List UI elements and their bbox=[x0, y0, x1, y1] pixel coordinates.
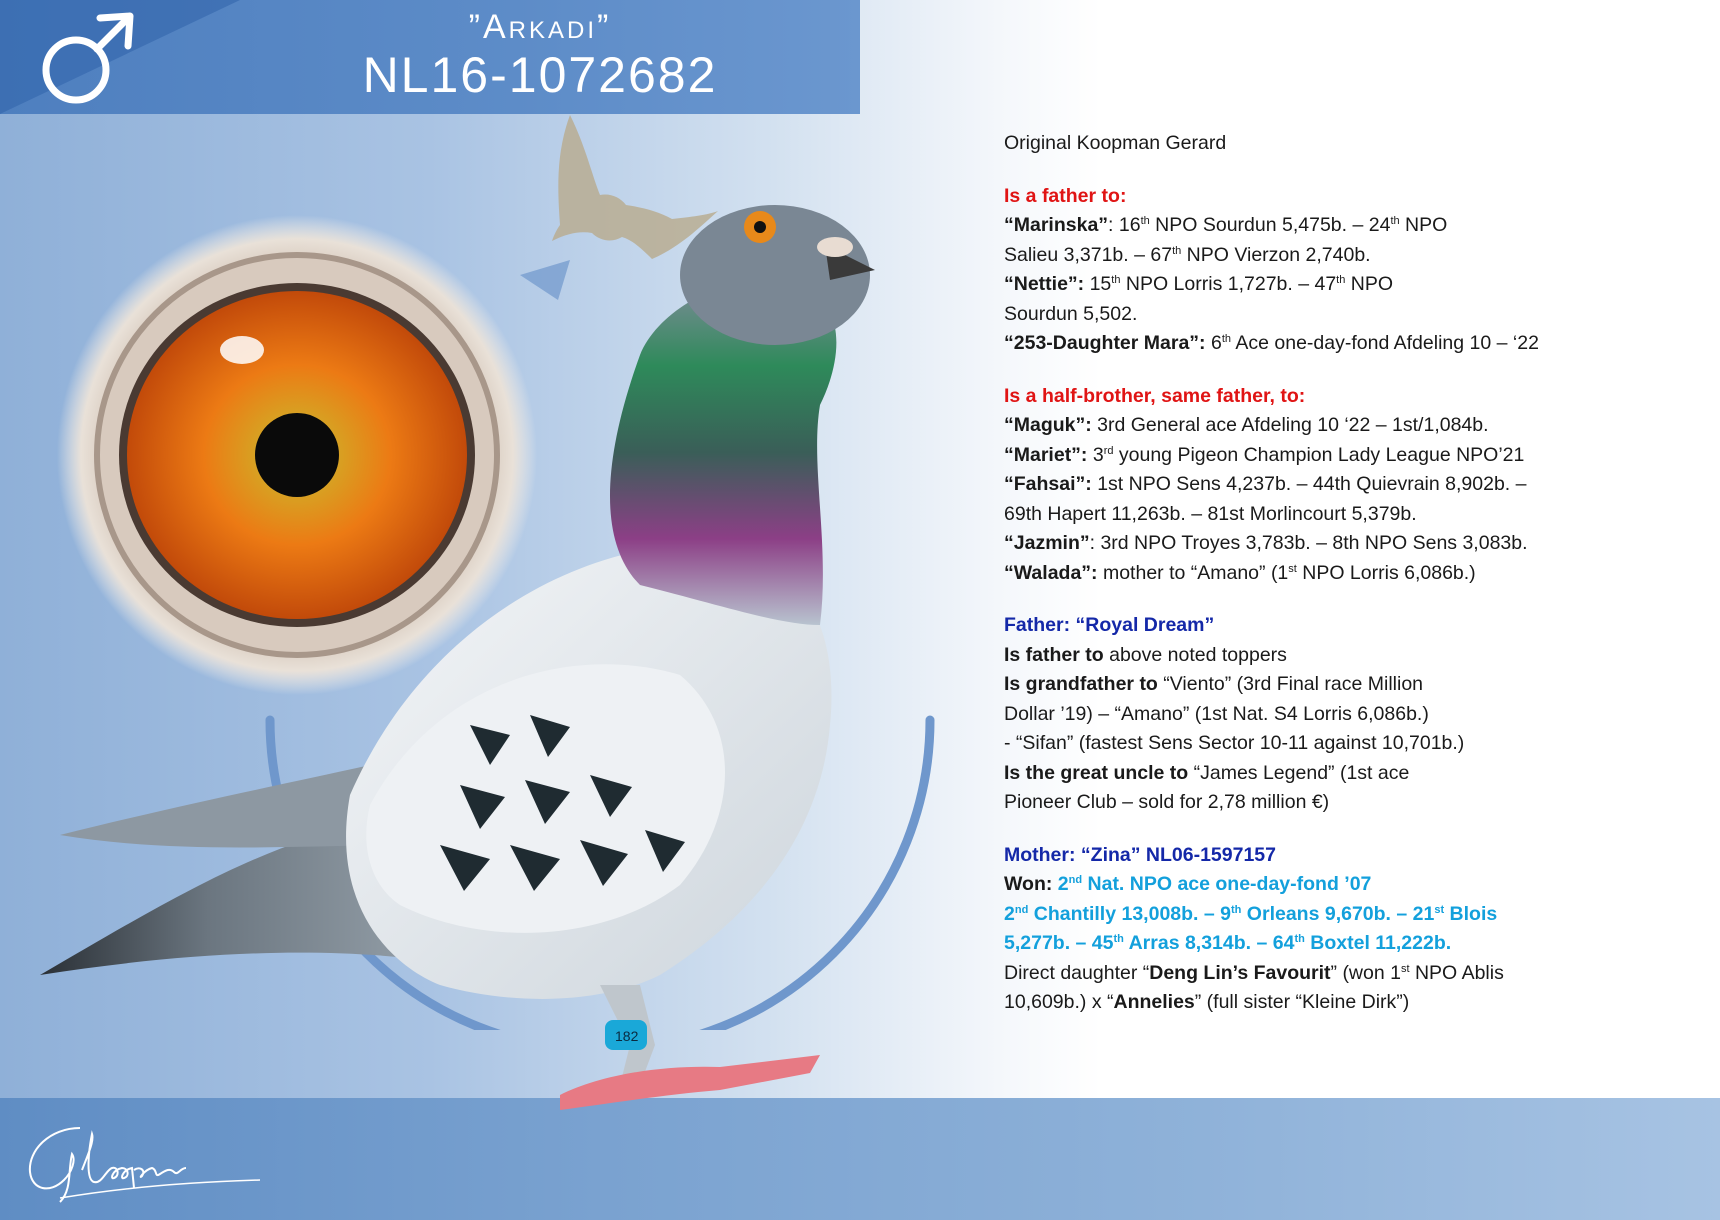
half-brother-heading: Is a half-brother, same father, to: bbox=[1004, 384, 1306, 407]
father-to-line-5: “253-Daughter Mara”: 6th Ace one-day-fond Afdeling 10 – ‘22 bbox=[1004, 332, 1539, 354]
half-brother-line-3: “Fahsai”: 1st NPO Sens 4,237b. – 44th Quievrain 8,902b. – bbox=[1004, 473, 1527, 495]
signature-icon bbox=[20, 1110, 270, 1210]
father-line-1: Is father to above noted toppers bbox=[1004, 643, 1287, 666]
father-to-line-1: “Marinska”: 16th NPO Sourdun 5,475b. – 24th NPO bbox=[1004, 214, 1448, 236]
father-to-line-2: Salieu 3,371b. – 67th NPO Vierzon 2,740b. bbox=[1004, 243, 1371, 266]
half-brother-line-4: 69th Hapert 11,263b. – 81st Morlincourt 5,379b. bbox=[1004, 502, 1417, 525]
mother-line-4: Direct daughter “Deng Lin’s Favourit” (won 1st NPO Ablis bbox=[1004, 961, 1504, 984]
mother-line-2: 2nd Chantilly 13,008b. – 9th Orleans 9,670b. – 21st Blois bbox=[1004, 902, 1498, 925]
half-brother-line-1: “Maguk”: 3rd General ace Afdeling 10 ‘22 – 1st/1,084b. bbox=[1004, 414, 1489, 436]
male-symbol-icon bbox=[38, 12, 138, 107]
father-line-6: Pioneer Club – sold for 2,78 million €) bbox=[1004, 791, 1330, 813]
pigeon-name: ”Arkadi” bbox=[468, 8, 612, 46]
half-brother-line-5: “Jazmin”: 3rd NPO Troyes 3,783b. – 8th NPO Sens 3,083b. bbox=[1004, 532, 1528, 554]
mother-line-1: Won: 2nd Nat. NPO ace one-day-fond ’07 bbox=[1004, 873, 1372, 895]
half-brother-line-2: “Mariet”: 3rd young Pigeon Champion Lady League NPO’21 bbox=[1004, 443, 1525, 466]
father-line-2: Is grandfather to “Viento” (3rd Final race Million bbox=[1004, 673, 1424, 695]
eye-closeup-icon bbox=[52, 210, 542, 700]
ring-number: NL16-1072682 bbox=[362, 47, 718, 103]
pedigree-text bbox=[1004, 129, 1704, 1018]
father-line-5: Is the great uncle to “James Legend” (1st ace bbox=[1004, 761, 1410, 784]
father-line-3: Dollar ’19) – “Amano” (1st Nat. S4 Lorris 6,086b.) bbox=[1004, 702, 1429, 725]
origin-line: Original Koopman Gerard bbox=[1004, 132, 1227, 154]
father-to-heading: Is a father to: bbox=[1004, 184, 1127, 207]
leg-ring-text: 182 bbox=[615, 1028, 639, 1044]
father-to-line-4: Sourdun 5,502. bbox=[1004, 302, 1138, 325]
half-brother-line-6: “Walada”: mother to “Amano” (1st NPO Lorris 6,086b.) bbox=[1004, 561, 1476, 584]
father-heading: Father: “Royal Dream” bbox=[1004, 614, 1215, 636]
mother-line-5: 10,609b.) x “Annelies” (full sister “Kleine Dirk”) bbox=[1004, 991, 1410, 1013]
father-line-4: - “Sifan” (fastest Sens Sector 10-11 against 10,701b.) bbox=[1004, 732, 1465, 754]
mother-heading: Mother: “Zina” NL06-1597157 bbox=[1004, 843, 1277, 866]
mother-line-3: 5,277b. – 45th Arras 8,314b. – 64th Boxtel 11,222b. bbox=[1004, 932, 1452, 954]
father-to-line-3: “Nettie”: 15th NPO Lorris 1,727b. – 47th NPO bbox=[1004, 273, 1394, 295]
